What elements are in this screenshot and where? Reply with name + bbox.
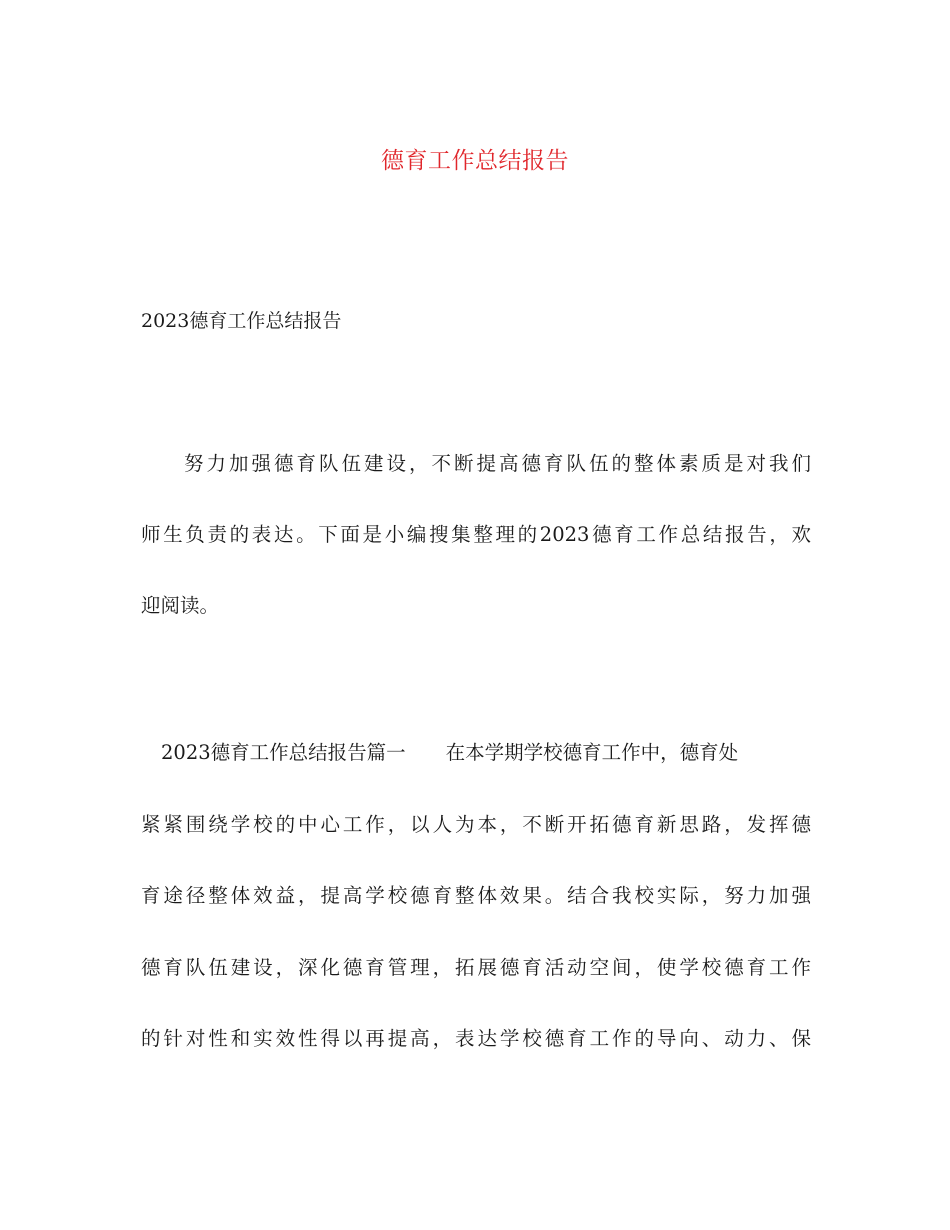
section-line-2: 紧紧围绕学校的中心工作，以人为本，不断开拓德育新思路，发挥德	[141, 813, 811, 836]
section-line-4: 德育队伍建设，深化德育管理，拓展德育活动空间，使学校德育工作	[141, 956, 811, 979]
intro-line-1: 努力加强德育队伍建设，不断提高德育队伍的整体素质是对我们	[184, 452, 811, 475]
document-subtitle: 2023德育工作总结报告	[141, 310, 342, 332]
section-line-3: 育途径整体效益，提高学校德育整体效果。结合我校实际，努力加强	[141, 884, 811, 907]
document-title: 德育工作总结报告	[381, 148, 569, 174]
section-first-line	[141, 736, 811, 770]
intro-line-2: 师生负责的表达。下面是小编搜集整理的2023德育工作总结报告，欢	[141, 523, 811, 546]
intro-line-3: 迎阅读。	[141, 594, 220, 617]
section-heading: 2023德育工作总结报告篇一	[161, 741, 406, 764]
section-line-5: 的针对性和实效性得以再提高，表达学校德育工作的导向、动力、保	[141, 1027, 811, 1050]
section-first-line-text: 在本学期学校德育工作中，德育处	[445, 741, 739, 764]
